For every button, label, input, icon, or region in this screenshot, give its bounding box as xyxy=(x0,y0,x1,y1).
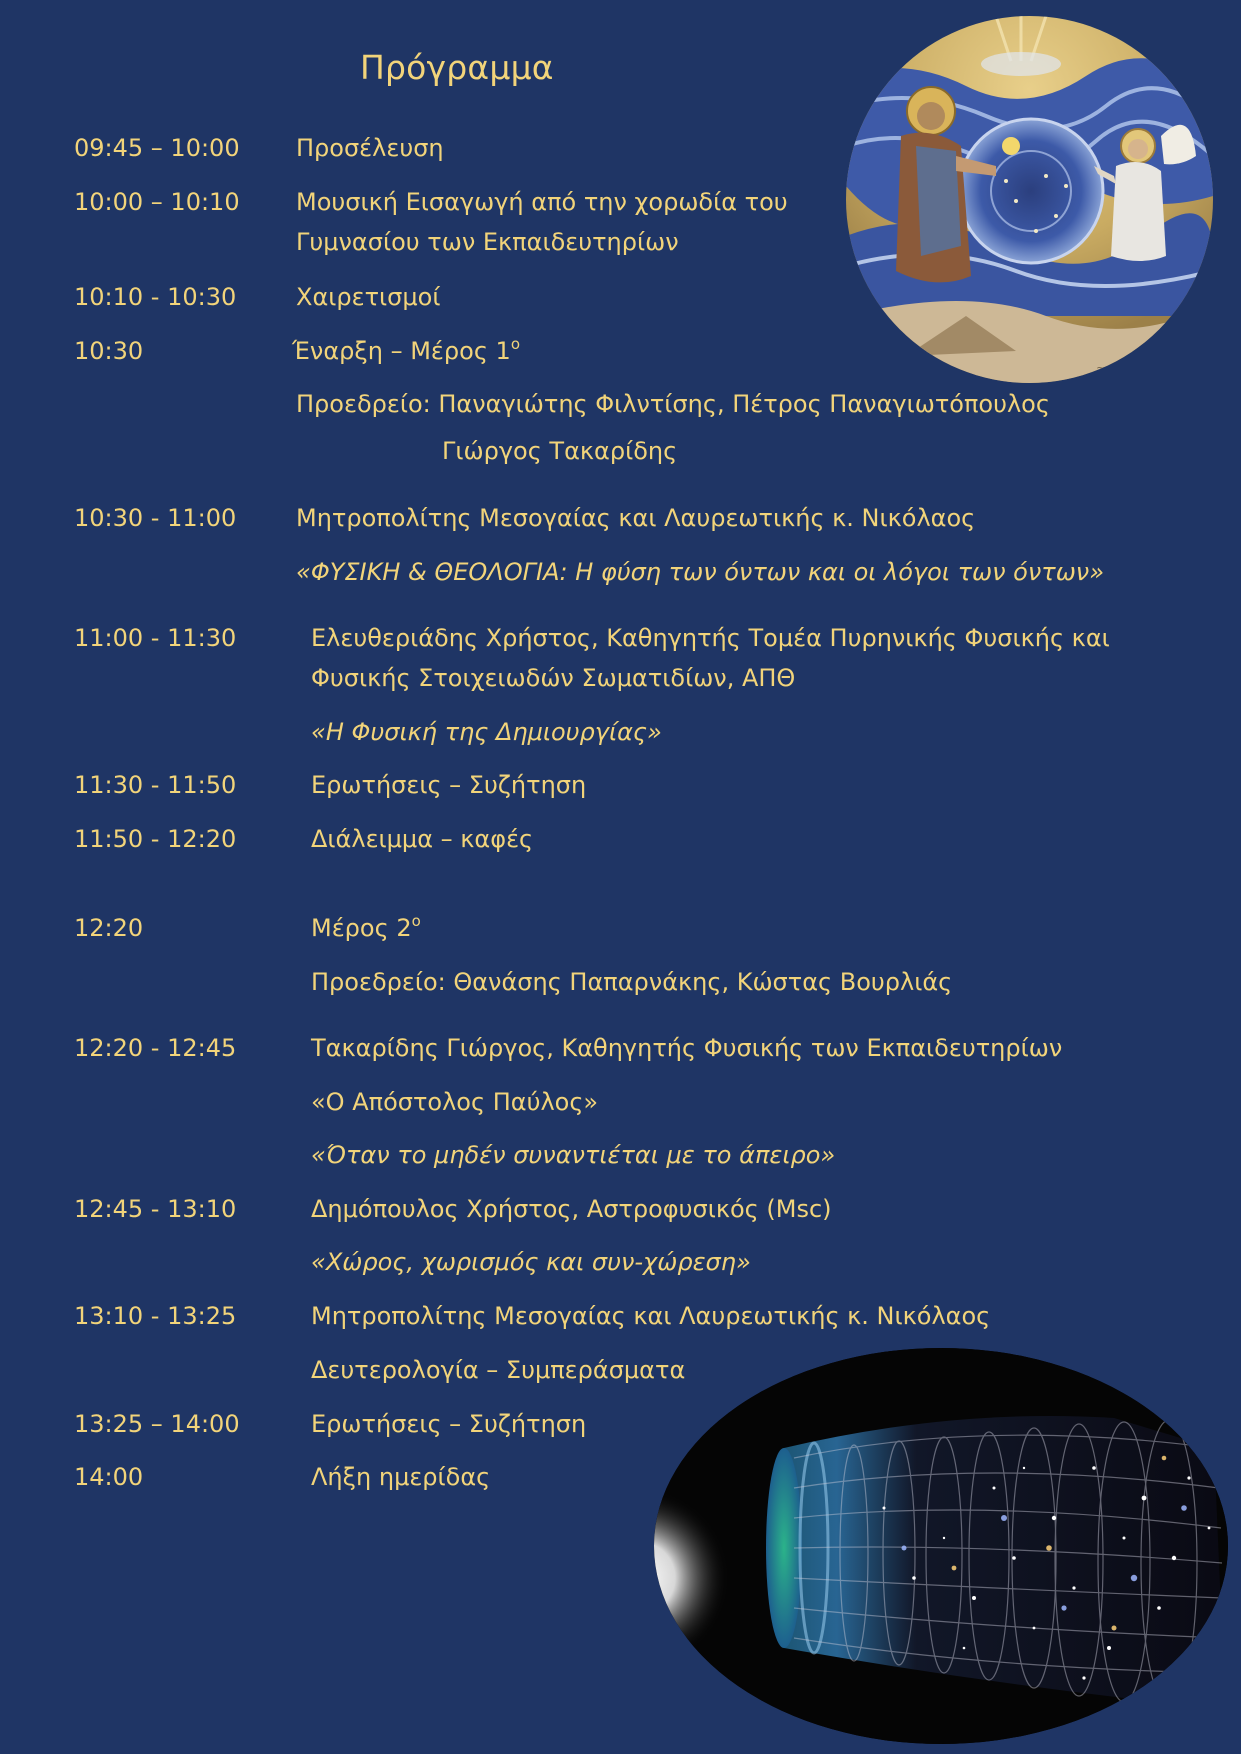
item-greetings: Χαιρετισμοί xyxy=(296,283,441,311)
item-chair-part1-line2: Γιώργος Τακαρίδης xyxy=(442,437,678,465)
time-1245: 12:45 - 13:10 xyxy=(74,1195,237,1223)
item-music-intro-line2: Γυμνασίου των Εκπαιδευτηρίων xyxy=(296,228,679,256)
item-eleftheriadis: Ελευθεριάδης Χρήστος, Καθηγητής Τομέα Πυρηνικής Φυσικής και xyxy=(311,624,1110,652)
universe-expansion-image xyxy=(654,1348,1228,1744)
time-1030: 10:30 xyxy=(74,337,144,365)
time-1010: 10:10 - 10:30 xyxy=(74,283,237,311)
svg-text:~ ~ ~: ~ ~ ~ xyxy=(1096,361,1131,374)
item-takaridis: Τακαρίδης Γιώργος, Καθηγητής Φυσικής των Εκπαιδευτηρίων xyxy=(311,1034,1063,1062)
item-takaridis-subtitle: «Ο Απόστολος Παύλος» xyxy=(311,1088,599,1116)
item-metropolitan-title: «ΦΥΣΙΚΗ & ΘΕΟΛΟΓΙΑ: Η φύση των όντων και οι λόγοι των όντων» xyxy=(296,558,1105,586)
time-1000: 10:00 – 10:10 xyxy=(74,188,240,216)
time-1325: 13:25 – 14:00 xyxy=(74,1410,240,1438)
creation-mosaic-image xyxy=(846,16,1213,383)
time-1220-1245: 12:20 - 12:45 xyxy=(74,1034,237,1062)
item-eleftheriadis-title: «Η Φυσική της Δημιουργίας» xyxy=(311,718,662,746)
time-1400: 14:00 xyxy=(74,1463,144,1491)
item-part2-sup: ο xyxy=(411,912,421,930)
time-1150: 11:50 - 12:20 xyxy=(74,825,237,853)
item-part2-start xyxy=(311,914,421,942)
time-1310: 13:10 - 13:25 xyxy=(74,1302,237,1330)
item-dimopoulos: Δημόπουλος Χρήστος, Αστροφυσικός (Msc) xyxy=(311,1195,832,1223)
item-part1-sup: ο xyxy=(510,335,520,353)
time-0945: 09:45 – 10:00 xyxy=(74,134,240,162)
item-eleftheriadis-line2: Φυσικής Στοιχειωδών Σωματιδίων, ΑΠΘ xyxy=(311,664,796,692)
item-part1-start xyxy=(292,337,520,365)
item-part2-label: Μέρος 2 xyxy=(311,914,412,942)
item-conclusions: Δευτερολογία – Συμπεράσματα xyxy=(311,1356,686,1384)
item-chair-part2: Προεδρείο: Θανάσης Παπαρνάκης, Κώστας Βουρλιάς xyxy=(311,968,953,996)
item-takaridis-title: «Όταν το μηδέν συναντιέται με το άπειρο» xyxy=(311,1141,836,1169)
time-1130: 11:30 - 11:50 xyxy=(74,771,237,799)
item-chair-part1: Προεδρείο: Παναγιώτης Φιλντίσης, Πέτρος Παναγιωτόπουλος xyxy=(296,390,1050,418)
item-music-intro: Μουσική Εισαγωγή από την χορωδία του xyxy=(296,188,788,216)
time-1100: 11:00 - 11:30 xyxy=(74,624,237,652)
item-questions-2: Ερωτήσεις – Συζήτηση xyxy=(311,1410,587,1438)
item-questions-1: Ερωτήσεις – Συζήτηση xyxy=(311,771,587,799)
item-part1-label: Έναρξη – Μέρος 1 xyxy=(292,337,511,365)
item-metropolitan-closing: Μητροπολίτης Μεσογαίας και Λαυρεωτικής κ. Νικόλαος xyxy=(311,1302,991,1330)
item-metropolitan-talk: Μητροπολίτης Μεσογαίας και Λαυρεωτικής κ. Νικόλαος xyxy=(296,504,976,532)
item-end: Λήξη ημερίδας xyxy=(311,1463,491,1491)
item-arrival: Προσέλευση xyxy=(296,134,444,162)
item-dimopoulos-title: «Χώρος, χωρισμός και συν-χώρεση» xyxy=(311,1248,751,1276)
item-coffee-break: Διάλειμμα – καφές xyxy=(311,825,534,853)
time-1220: 12:20 xyxy=(74,914,144,942)
page-title: Πρόγραμμα xyxy=(360,48,554,87)
time-1030-1100: 10:30 - 11:00 xyxy=(74,504,237,532)
